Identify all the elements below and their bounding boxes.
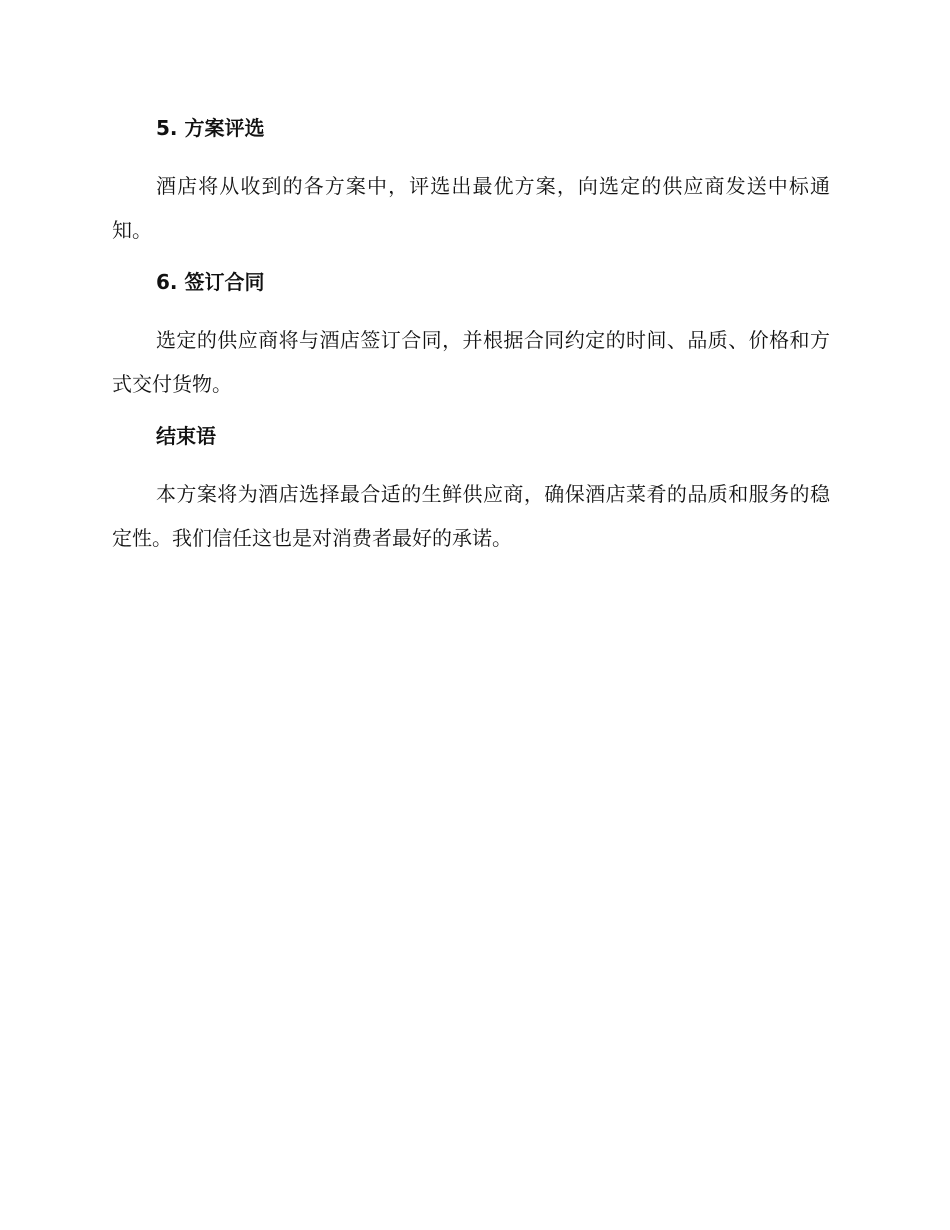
section-paragraph-conclusion: 本方案将为酒店选择最合适的生鲜供应商，确保酒店菜肴的品质和服务的稳定性。我们信任这也是对消费者最好的承诺。 xyxy=(112,482,830,550)
section-heading-conclusion: 结束语 xyxy=(156,424,216,448)
section-heading-sign-contract: 6. 签订合同 xyxy=(156,270,265,294)
section-paragraph-sign-contract: 选定的供应商将与酒店签订合同，并根据合同约定的时间、品质、价格和方式交付货物。 xyxy=(112,328,830,396)
section-paragraph-proposal-evaluation: 酒店将从收到的各方案中，评选出最优方案，向选定的供应商发送中标通知。 xyxy=(112,174,830,242)
section-heading-proposal-evaluation: 5. 方案评选 xyxy=(156,116,265,140)
document-body xyxy=(112,112,830,560)
